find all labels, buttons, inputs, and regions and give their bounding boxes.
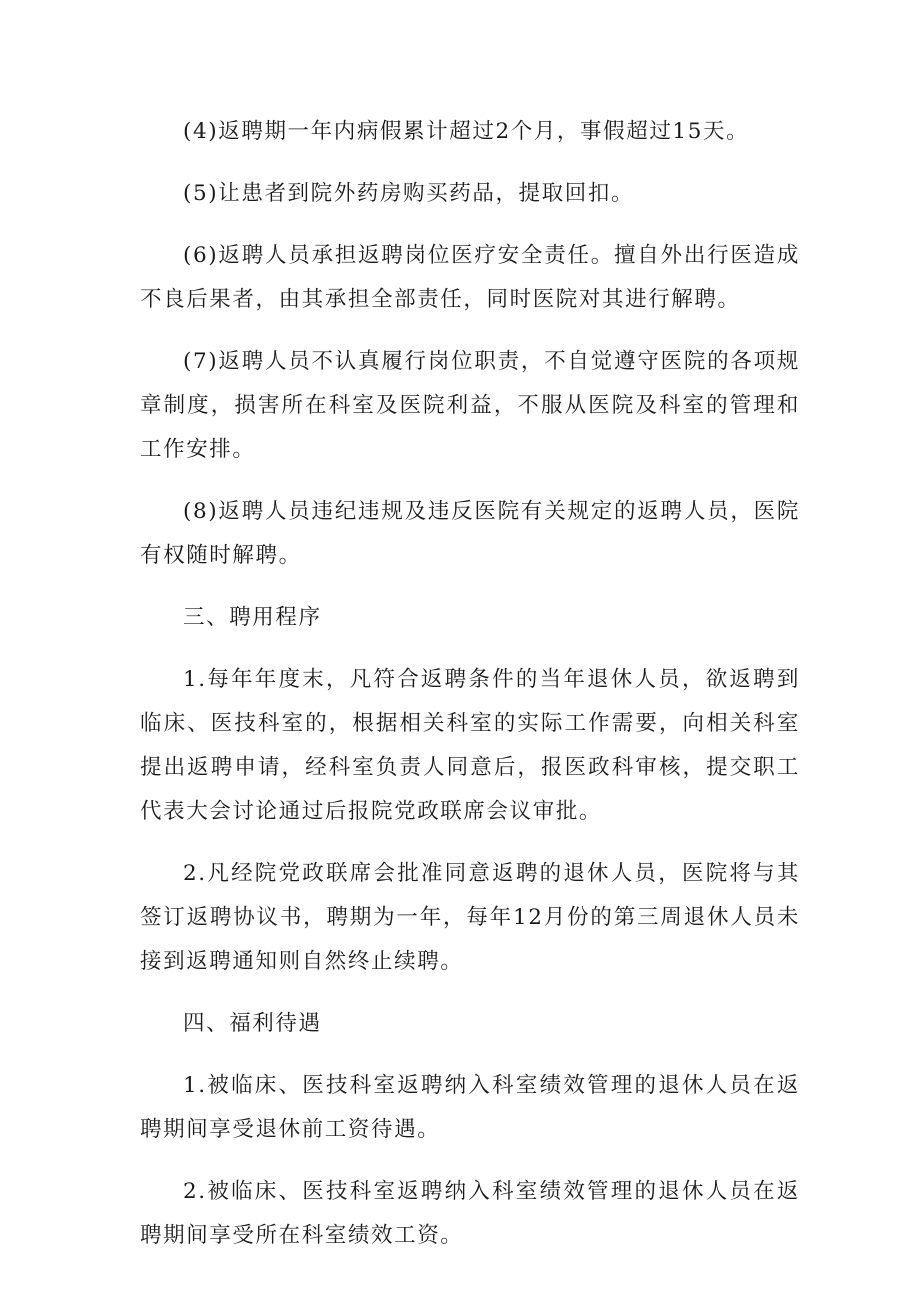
clause-5: (5)让患者到院外药房购买药品，提取回扣。 (183, 181, 635, 206)
procedure-item-2: 2.凡经院党政联席会批准同意返聘的退休人员，医院将与其签订返聘协议书，聘期为一年，每年12月份的第三周退休人员未接到返聘通知则自然终止续聘。 (140, 861, 800, 974)
procedure-item-1: 1.每年年度末，凡符合返聘条件的当年退休人员，欲返聘到临床、医技科室的，根据相关科室的实际工作需要，向相关科室提出返聘申请，经科室负责人同意后，报医政科审核，提交职工代表大会讨论通过后报院党政联席会议审批。 (140, 667, 800, 824)
clause-4: (4)返聘期一年内病假累计超过2个月，事假超过15天。 (183, 119, 750, 144)
benefit-item-2: 2.被临床、医技科室返聘纳入科室绩效管理的退休人员在返聘期间享受所在科室绩效工资。 (140, 1179, 800, 1248)
clause-8: (8)返聘人员违纪违规及违反医院有关规定的返聘人员，医院有权随时解聘。 (140, 499, 800, 568)
clause-6: (6)返聘人员承担返聘岗位医疗安全责任。擅自外出行医造成不良后果者，由其承担全部责任，同时医院对其进行解聘。 (140, 243, 800, 312)
section-heading-hiring-procedure: 三、聘用程序 (183, 605, 322, 630)
section-heading-benefits: 四、福利待遇 (183, 1011, 322, 1036)
clause-7: (7)返聘人员不认真履行岗位职责，不自觉遵守医院的各项规章制度，损害所在科室及医院利益，不服从医院及科室的管理和工作安排。 (140, 349, 800, 462)
document-body (140, 110, 800, 1276)
benefit-item-1: 1.被临床、医技科室返聘纳入科室绩效管理的退休人员在返聘期间享受退休前工资待遇。 (140, 1073, 800, 1142)
